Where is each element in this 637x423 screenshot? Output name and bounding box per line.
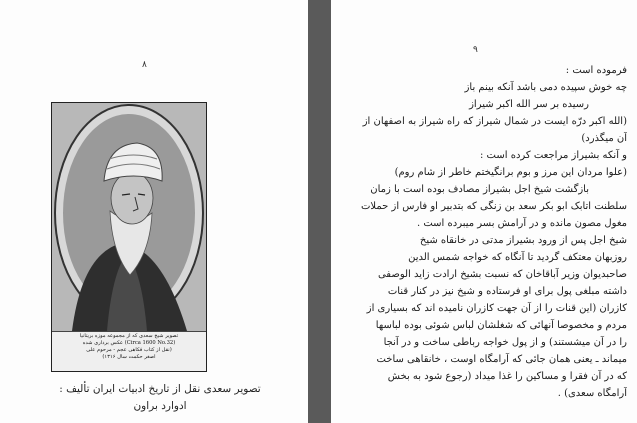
- photo-caption-line: (Circa 1600 No.32) عکس برداری شده: [82, 340, 176, 346]
- page-number: ۸: [142, 60, 147, 70]
- page-number: ۹: [473, 45, 478, 55]
- left-page: [0, 0, 308, 423]
- image-caption-line: ادوارد براون: [133, 400, 187, 412]
- text-line: سلطنت اتابک ابو بکر سعد بن زنگی که بتدبیر او فارس از حملات: [361, 201, 627, 212]
- text-line: و آنکه بشیراز مراجعت کرده است :: [480, 150, 627, 161]
- text-line: آرامگاه سعدی) .: [557, 388, 627, 399]
- text-line: چه خوش سپیده دمی باشد آنکه بینم باز: [464, 82, 627, 93]
- image-caption: [20, 381, 300, 415]
- photo-caption-line: (نقل از کتاب فکاهی عجم - مرحوم علی: [86, 347, 172, 353]
- text-line: مغول مصون مانده و در آرامش بسر میبرده است .: [416, 218, 627, 229]
- text-line: (الله اکبر درّه ایست در شمال شیراز که راه شیراز به اصفهان از: [362, 116, 627, 127]
- text-line: مردم و مخصوصا آنهائی که شغلشان لباس شوئی بوده لباسها: [375, 320, 627, 331]
- text-line: رسیده بر سر الله اکبر شیراز: [469, 99, 589, 110]
- text-line: بازگشت شیخ اجل بشیراز مصادف بوده است با زمان: [370, 184, 589, 195]
- text-line: (علوا مردان این مرز و بوم برانگیختم خاطر از شام روم): [394, 167, 627, 178]
- photo-caption-line: اصغر حکمت سال ۱۳۱۶): [102, 354, 156, 360]
- text-line: میماند ـ یعنی همان جائی که آرامگاه اوست ، خانقاهی ساخت: [376, 354, 627, 365]
- right-page: [331, 0, 637, 423]
- text-line: صاحبدیوان وزیر آباقاخان که نسبت بشیخ ارادت زاید الوصفی: [377, 269, 627, 280]
- photo-caption: [52, 331, 206, 371]
- photo-caption-line: تصویر شیخ سعدی که از مجموعه موزه بریتانیا: [79, 333, 179, 339]
- text-line: داشته مبلغی پول برای او فرستاده و شیخ نیز در کنار قنات: [387, 286, 627, 297]
- text-line: شیخ اجل پس از ورود بشیراز مدتی در خانقاه شیخ: [419, 235, 627, 246]
- body-text: [341, 62, 627, 402]
- text-line: روزبهان معتکف گردید تا آنگاه که خواجه شمس الدین: [408, 252, 627, 263]
- text-line: کازران (این قنات را از آن جهت کازران نامیده اند که بسیاری از: [366, 303, 627, 314]
- text-line: را در آن میشستند) و از پول خواجه رباطی ساخت و در آنجا: [383, 337, 627, 348]
- book-gutter: [308, 0, 331, 423]
- text-line: فرموده است :: [565, 65, 627, 76]
- portrait-engraving: [52, 103, 206, 331]
- image-caption-line: تصویر سعدی نقل از تاریخ ادبیات ایران تألیف :: [59, 383, 261, 395]
- portrait-image: [51, 102, 207, 372]
- text-line: آن میگذرد): [581, 133, 627, 144]
- text-line: که در آن فقرا و مساکین را غذا میداد (رجوع شود به بخش: [387, 371, 627, 382]
